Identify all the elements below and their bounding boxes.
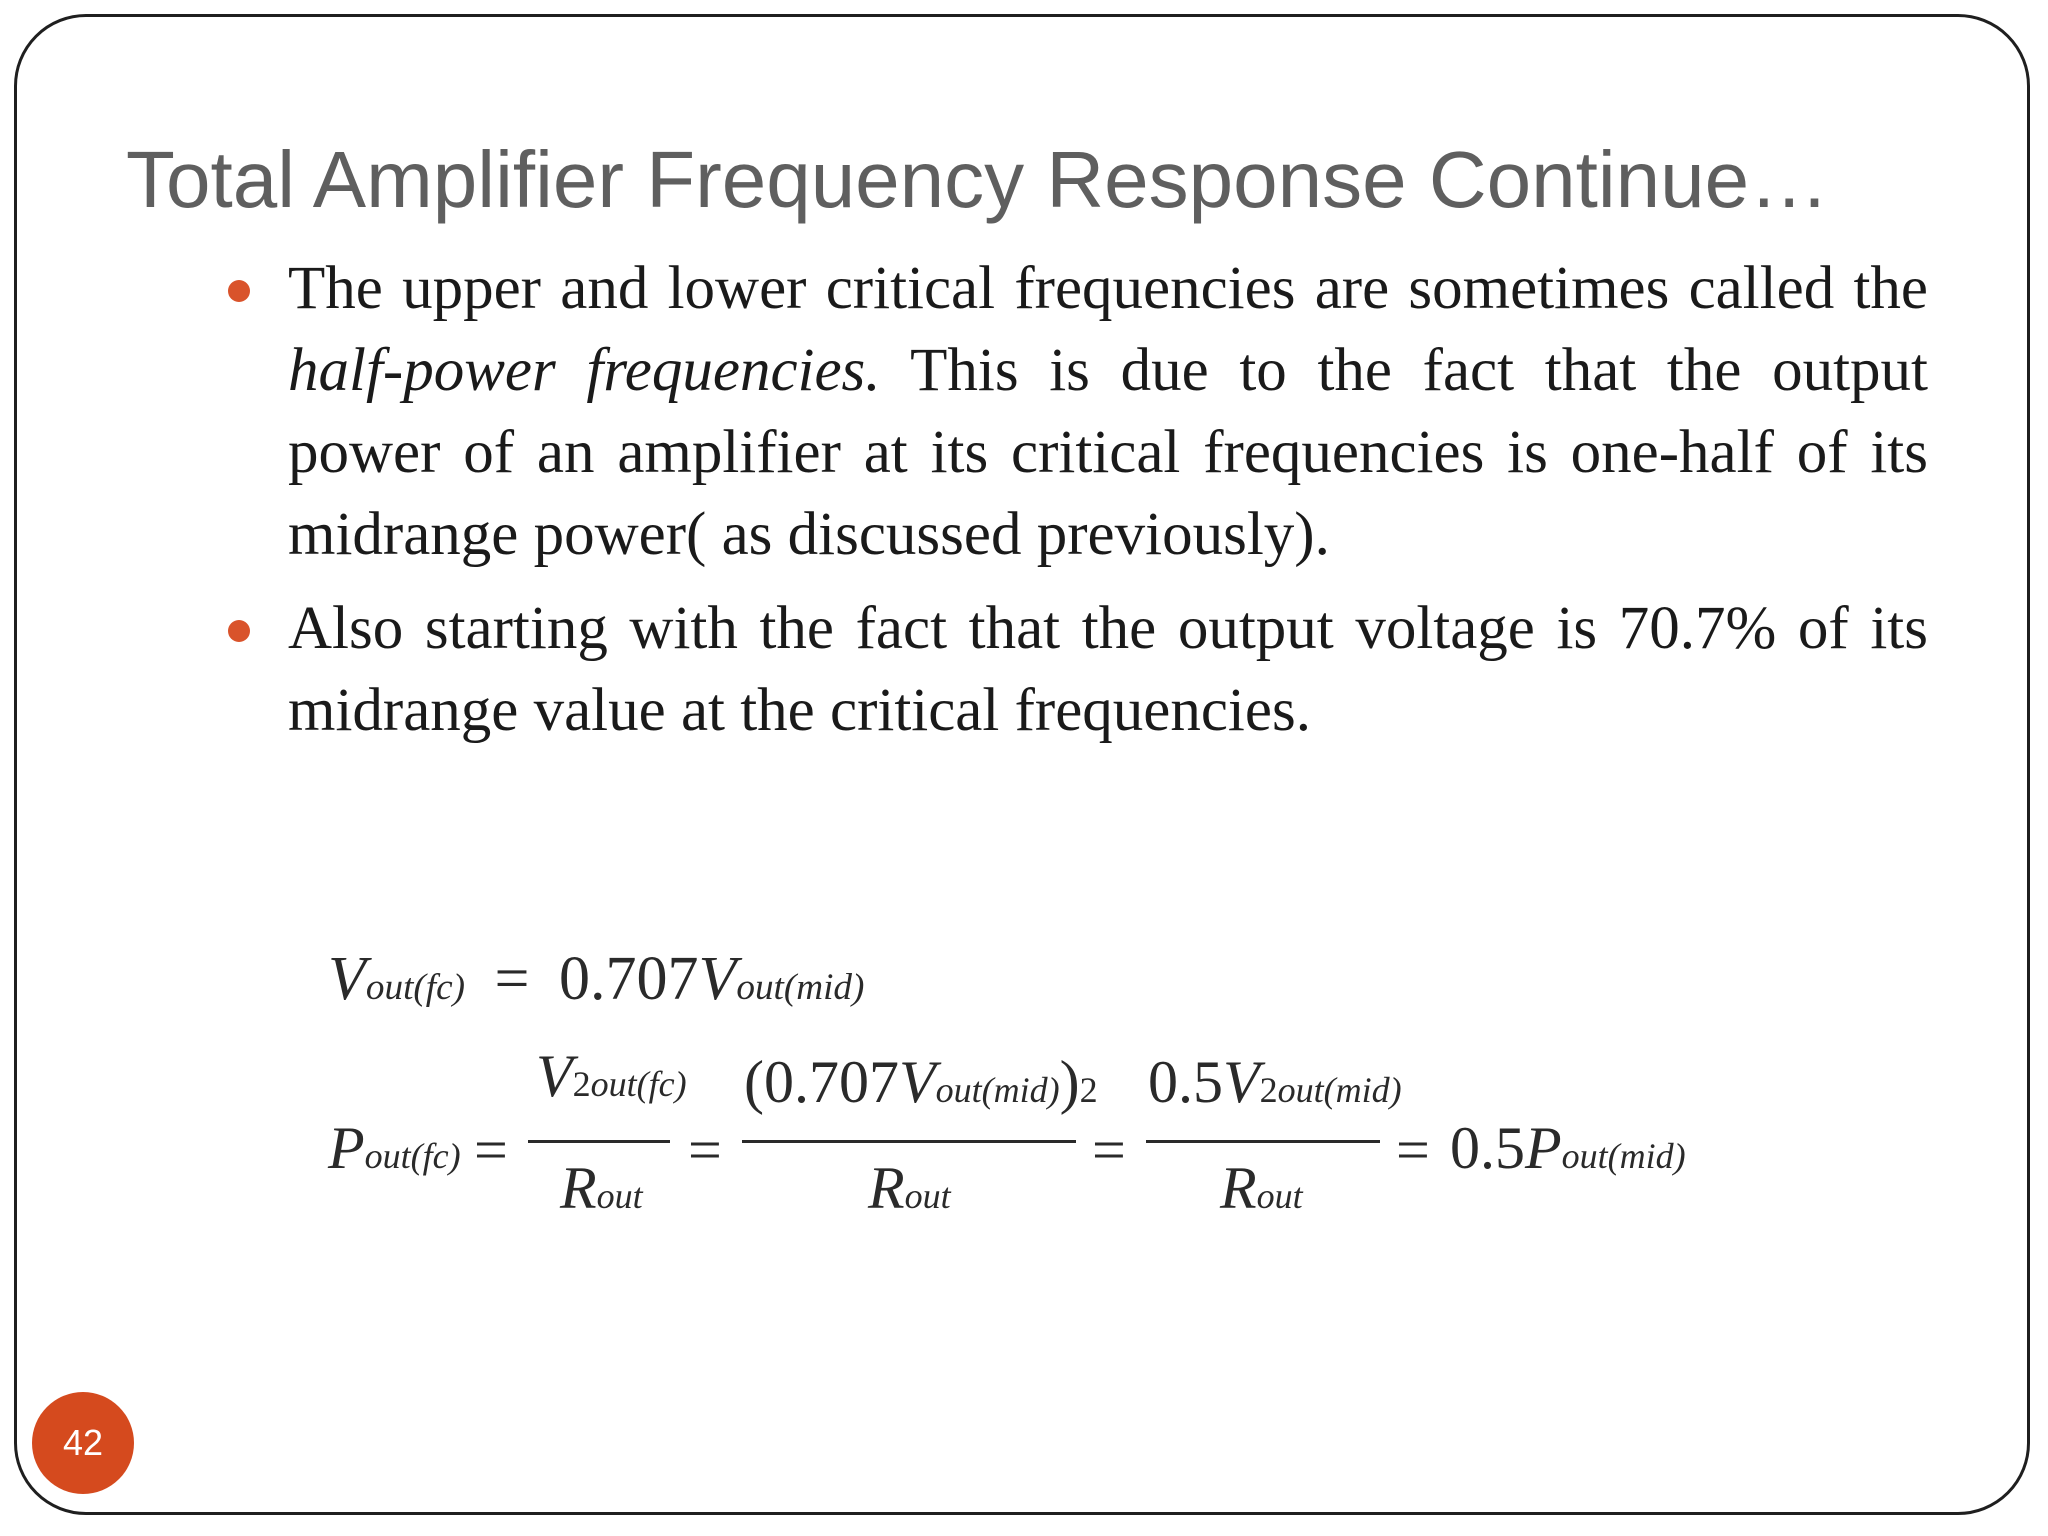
frac2-num-close: ) bbox=[1059, 1049, 1080, 1115]
frac1-line bbox=[528, 1140, 670, 1143]
bullet-2-text: Also starting with the fact that the output voltage is 70.7% of its midrange value at the critical frequencies. bbox=[288, 595, 1928, 744]
result-coef: 0.5 bbox=[1450, 1115, 1525, 1181]
frac2-line bbox=[742, 1140, 1076, 1143]
eq1-rhs-coef: 0.707 bbox=[558, 945, 699, 1013]
frac2-denominator bbox=[868, 1155, 951, 1221]
eq2-lhs-sub: out(fc) bbox=[364, 1136, 461, 1176]
frac3-numerator bbox=[1148, 1049, 1402, 1115]
eq1-lhs-var: V bbox=[328, 945, 366, 1013]
frac3-num-coef: 0.5 bbox=[1148, 1049, 1223, 1115]
frac3-num-sup: 2 bbox=[1259, 1070, 1278, 1110]
eq2-result bbox=[1450, 1115, 1686, 1181]
bullet-item-2 bbox=[220, 588, 1928, 752]
frac3-num-var: V bbox=[1223, 1049, 1260, 1115]
frac3-denominator bbox=[1220, 1155, 1303, 1221]
eq1-equals: = bbox=[494, 945, 530, 1013]
frac1-num-var: V bbox=[536, 1043, 573, 1109]
bullet-item-1 bbox=[220, 248, 1928, 576]
bullet-dot-icon bbox=[228, 280, 250, 302]
equation-voltage bbox=[328, 945, 865, 1013]
frac2-num-var: V bbox=[898, 1049, 936, 1115]
frac2-num-sub: out(mid) bbox=[935, 1070, 1060, 1110]
eq1-rhs-sub: out(mid) bbox=[736, 967, 865, 1008]
frac1-den-var: R bbox=[560, 1155, 597, 1221]
frac1-denominator bbox=[560, 1155, 643, 1221]
bullet-1-text-end: This is due to the fact that the output power of an amplifier at its critical frequencies is one-half of its midrange power( as discussed previously). bbox=[288, 337, 1928, 568]
eq2-equals-2: = bbox=[688, 1117, 722, 1183]
eq2-equals-4: = bbox=[1396, 1117, 1430, 1183]
frac1-num-sub: out(fc) bbox=[590, 1064, 687, 1104]
slide-frame bbox=[14, 14, 2030, 1515]
frac2-num-sup: 2 bbox=[1079, 1070, 1098, 1110]
frac1-den-sub: out bbox=[596, 1176, 643, 1216]
bullet-1-text-start: The upper and lower critical frequencies are sometimes called the bbox=[288, 255, 1928, 322]
page-number-badge: 42 bbox=[32, 1392, 134, 1494]
bullet-1-italic-term: half-power frequencies. bbox=[288, 337, 881, 404]
frac3-den-sub: out bbox=[1256, 1176, 1303, 1216]
frac3-den-var: R bbox=[1220, 1155, 1257, 1221]
frac2-num-open: (0.707 bbox=[744, 1049, 899, 1115]
eq1-lhs-sub: out(fc) bbox=[365, 967, 465, 1008]
frac1-num-sup: 2 bbox=[572, 1064, 591, 1104]
bullet-list bbox=[220, 248, 1928, 764]
slide-title: Total Amplifier Frequency Response Continue… bbox=[126, 135, 1830, 224]
eq1-rhs-var: V bbox=[698, 945, 737, 1013]
frac2-den-var: R bbox=[868, 1155, 905, 1221]
frac3-line bbox=[1146, 1140, 1380, 1143]
result-var: P bbox=[1525, 1115, 1562, 1181]
eq2-equals-3: = bbox=[1092, 1117, 1126, 1183]
frac2-numerator bbox=[744, 1049, 1098, 1115]
frac1-numerator bbox=[536, 1043, 687, 1109]
frac2-den-sub: out bbox=[904, 1176, 951, 1216]
eq2-lhs-var: P bbox=[328, 1115, 365, 1181]
result-sub: out(mid) bbox=[1561, 1136, 1686, 1176]
eq2-equals-1: = bbox=[474, 1117, 508, 1183]
bullet-dot-icon bbox=[228, 620, 250, 642]
eq2-lhs bbox=[328, 1115, 461, 1181]
frac3-num-sub: out(mid) bbox=[1277, 1070, 1402, 1110]
